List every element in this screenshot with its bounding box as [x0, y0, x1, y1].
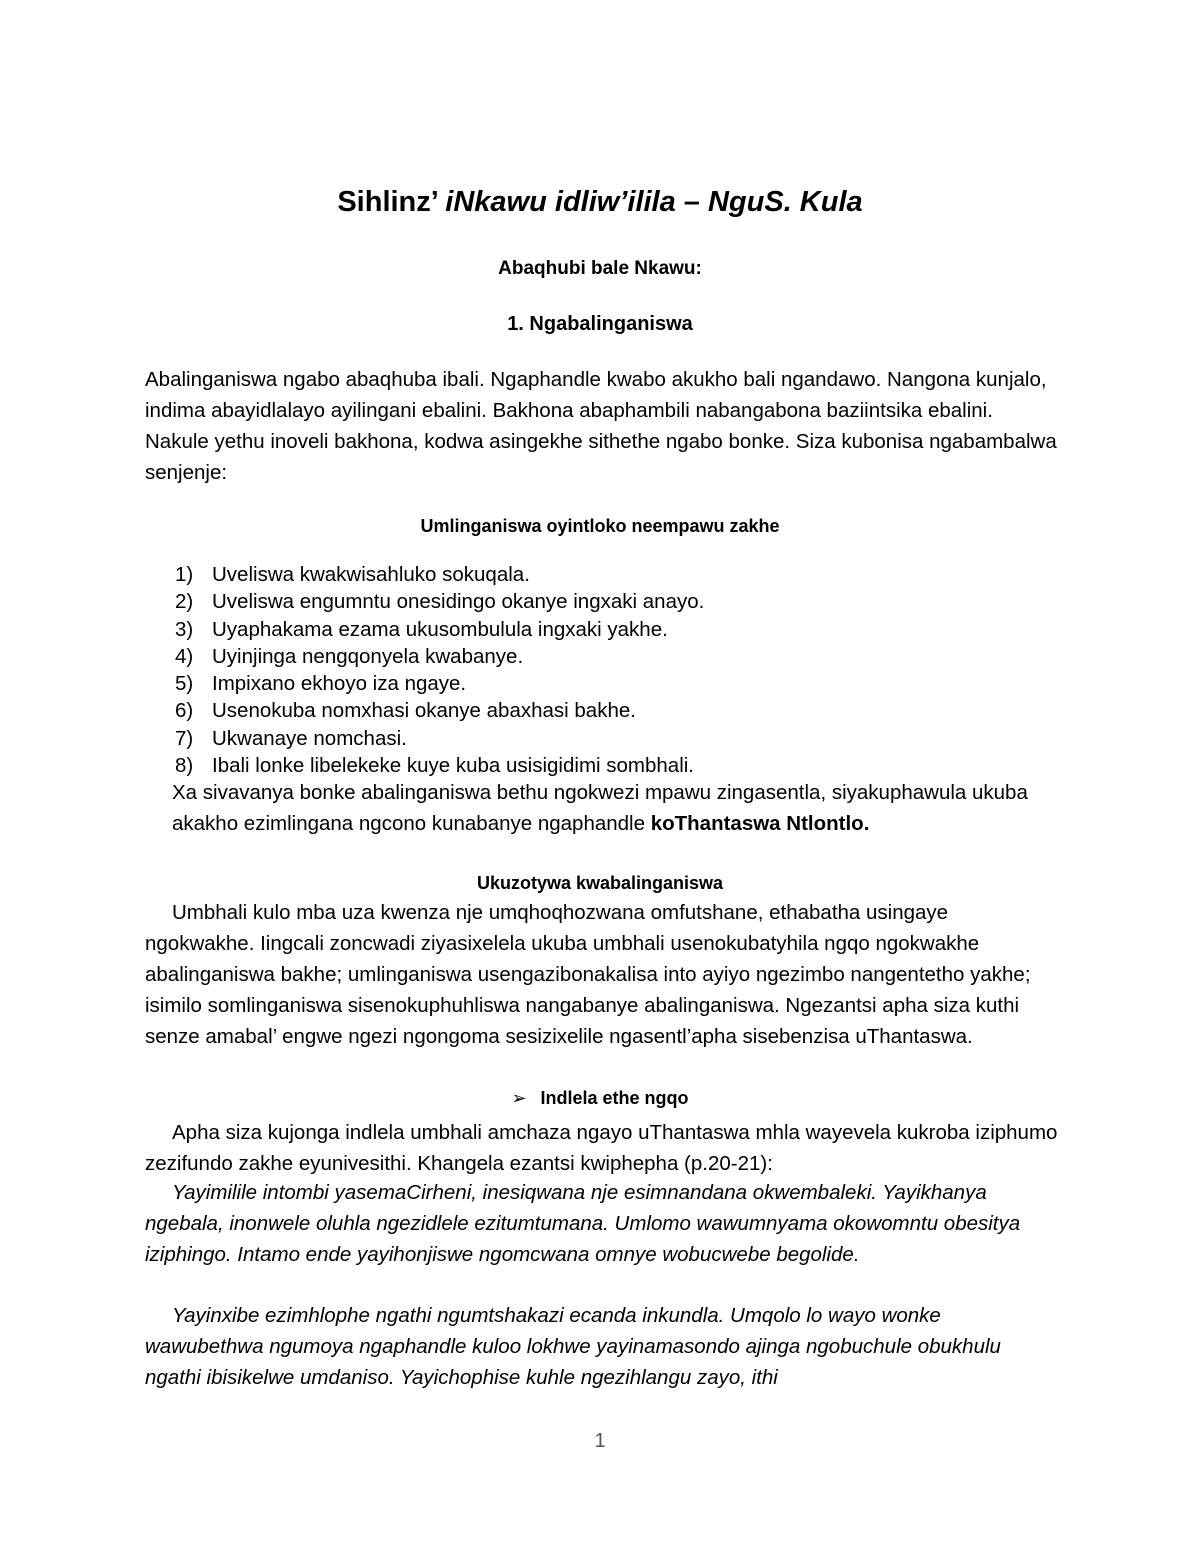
- list-item-number: 6): [175, 699, 194, 723]
- summary-paragraph: [145, 777, 1060, 839]
- list-item-text: Ibali lonke libelekeke kuye kuba usisigidimi sombhali.: [212, 754, 695, 778]
- intro-paragraph: Abalinganiswa ngabo abaqhuba ibali. Ngaphandle kwabo akukho bali ngandawo. Nangona kunjalo, indima abayidlalayo ayilingani ebalini. Bakhona abaphambili nabangabona baziintsika ebalini. Nakule yethu inoveli bakhona, kodwa asingekhe sithethe ngabo bonke. Siza kubonisa ngabambalwa senjenje:: [145, 368, 1057, 484]
- subheading-main-character: Umlinganiswa oyintloko neempawu zakhe: [420, 516, 780, 536]
- document-title: [145, 182, 1055, 222]
- list-item-number: 7): [175, 726, 194, 750]
- list-item: [145, 697, 1060, 724]
- title-plain: Sihlinz’: [337, 186, 446, 218]
- list-item: [145, 670, 1060, 697]
- arrow-bullet-icon: ➢: [511, 1088, 527, 1108]
- summary-bold: koThantaswa Ntlontlo.: [650, 812, 870, 835]
- quote-paragraph-2: Yayinxibe ezimhlophe ngathi ngumtshakazi ecanda inkundla. Umqolo lo wayo wonke wawubethwa ngumoya ngaphandle kuloo lokhwe yayinamasondo ajinga ngobuchule obukhulu ngathi ibisikelwe umdaniso. Yayichophise kuhle ngezihlangu zayo, ithi: [145, 1304, 1001, 1389]
- page-number: 1: [594, 1430, 606, 1452]
- list-item-number: 2): [175, 590, 194, 614]
- direct-paragraph: Apha siza kujonga indlela umbhali amchaza ngayo uThantaswa mhla wayevela kukroba iziphumo zezifundo zakhe eyunivesithi. Khangela ezantsi kwiphepha (p.20-21):: [145, 1121, 1058, 1175]
- list-item-text: Uyinjinga nengqonyela kwabanye.: [212, 644, 524, 668]
- list-item-number: 3): [175, 617, 194, 641]
- list-item-text: Uveliswa kwakwisahluko sokuqala.: [212, 563, 530, 586]
- numbered-heading: 1. Ngabalinganiswa: [507, 313, 693, 335]
- list-item-number: 8): [175, 754, 194, 778]
- list-item: [145, 588, 1060, 615]
- list-item-number: 5): [175, 672, 194, 696]
- summary-text: Xa sivavanya bonke abalinganiswa bethu ngokwezi mpawu zingasentla, siyakuphawula ukuba akakho ezimlingana ngcono kunabanye ngaphandle: [172, 781, 1028, 835]
- list-item-text: Usenokuba nomxhasi okanye abaxhasi bakhe.: [212, 699, 636, 723]
- trait-list: [145, 561, 1060, 779]
- list-item: [145, 643, 1060, 670]
- list-item: [145, 561, 1060, 588]
- portrayal-paragraph: Umbhali kulo mba uza kwenza nje umqhoqhozwana omfutshane, ethabatha usingaye ngokwakhe. Iingcali zoncwadi ziyasixelela ukuba umbhali usenokubatyhila ngqo ngokwakhe abalinganiswa bakhe; umlinganiswa usengazibonakalisa into ayiyo ngezimbo nangentetho yakhe; isimilo somlinganiswa sisenokuphuhliswa nangabanye abalinganiswa. Ngezantsi apha siza kuthi senze amabal’ engwe ngezi ngongoma sesizixelile ngasentl’apha sisebenzisa uThantaswa.: [145, 901, 1031, 1048]
- list-item-number: 4): [175, 644, 194, 668]
- title-italic: iNkawu idliw’ilila – NguS. Kula: [445, 186, 863, 218]
- list-item: [145, 752, 1060, 779]
- bullet-heading-text: Indlela ethe ngqo: [540, 1088, 689, 1108]
- subheading-portrayal: Ukuzotywa kwabalinganiswa: [476, 873, 724, 893]
- quote-paragraph-1: Yayimilile intombi yasemaCirheni, inesiqwana nje esimnandana okwembaleki. Yayikhanya ngebala, inonwele oluhla ngezidlele ezitumtumana. Umlomo wawumnyama okowomntu obesitya iziphingo. Intamo ende yayihonjiswe ngomcwana omnye wobucwebe begolide.: [145, 1181, 1021, 1266]
- list-item: [145, 616, 1060, 643]
- list-item-text: Uveliswa engumntu onesidingo okanye ingxaki anayo.: [212, 590, 705, 614]
- list-item-text: Uyaphakama ezama ukusombulula ingxaki yakhe.: [212, 617, 668, 641]
- bullet-heading: [145, 1088, 1055, 1109]
- list-item-number: 1): [175, 563, 194, 586]
- list-item: [145, 725, 1060, 752]
- list-item-text: Impixano ekhoyo iza ngaye.: [212, 672, 467, 696]
- section-heading: Abaqhubi bale Nkawu:: [498, 258, 702, 279]
- list-item-text: Ukwanaye nomchasi.: [212, 726, 407, 750]
